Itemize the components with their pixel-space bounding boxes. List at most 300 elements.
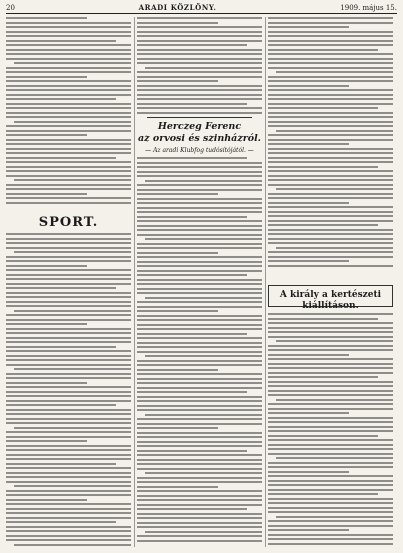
text-line (137, 306, 262, 308)
text-line (6, 458, 131, 460)
text-block (268, 313, 393, 547)
text-line (137, 459, 262, 461)
text-line (6, 404, 116, 406)
text-line (6, 535, 131, 537)
text-line (137, 481, 262, 483)
article-title-line2: az orvosi és szinházról. (138, 133, 261, 144)
text-line (268, 62, 393, 64)
text-line (137, 315, 262, 317)
text-line (268, 53, 393, 55)
text-line (137, 283, 262, 285)
text-line (6, 373, 131, 375)
text-line (6, 431, 131, 433)
text-line (6, 116, 131, 118)
text-line (137, 373, 262, 375)
exhibition-headline: A király a kertészeti kiállításon. (279, 290, 382, 311)
text-line (268, 345, 393, 347)
text-line (6, 143, 131, 145)
text-line (268, 363, 393, 365)
text-line (137, 166, 262, 168)
text-line (268, 475, 393, 477)
text-line (268, 94, 393, 96)
text-line (268, 385, 393, 387)
text-line (6, 58, 131, 60)
text-line (6, 161, 131, 163)
text-line (6, 476, 131, 478)
text-line (268, 206, 393, 208)
text-line (14, 427, 131, 429)
text-line (6, 175, 131, 177)
text-line (145, 531, 262, 533)
text-line (137, 409, 262, 411)
text-line (268, 493, 378, 495)
text-line (6, 247, 131, 249)
text-line (268, 112, 393, 114)
text-line (268, 498, 393, 500)
text-line (137, 171, 262, 173)
text-line (137, 396, 262, 398)
text-line (268, 143, 349, 145)
text-line (6, 287, 116, 289)
text-line (137, 80, 218, 82)
text-line (137, 391, 247, 393)
text-line (14, 62, 131, 64)
text-line (6, 152, 131, 154)
columns-area (6, 17, 397, 547)
text-line (6, 386, 131, 388)
text-line (268, 35, 393, 37)
text-line (6, 440, 87, 442)
text-line (137, 292, 262, 294)
text-line (268, 484, 393, 486)
text-line (137, 189, 262, 191)
text-line (14, 121, 131, 123)
text-line (6, 184, 131, 186)
text-line (268, 148, 393, 150)
article-subtitle: — Az aradi Klubfog tudósítójától. — (145, 147, 254, 154)
text-line (137, 279, 262, 281)
text-line (268, 103, 393, 105)
text-line (14, 310, 131, 312)
text-line (6, 103, 131, 105)
text-line (137, 387, 262, 389)
text-line (6, 364, 131, 366)
text-line (268, 435, 378, 437)
text-line (6, 463, 116, 465)
text-line (268, 229, 393, 231)
text-line (268, 511, 393, 513)
text-line (137, 364, 262, 366)
text-line (137, 378, 262, 380)
text-line (6, 67, 131, 69)
text-line (6, 490, 131, 492)
text-line (6, 332, 131, 334)
text-line (137, 382, 262, 384)
text-line (137, 49, 262, 51)
text-line (268, 197, 393, 199)
text-line (268, 313, 393, 315)
column-1 (6, 17, 131, 547)
text-line (6, 382, 87, 384)
text-line (137, 324, 262, 326)
text-line (268, 202, 349, 204)
text-line (6, 346, 116, 348)
text-line (276, 130, 393, 132)
text-line (137, 328, 262, 330)
text-line (137, 247, 262, 249)
text-line (14, 251, 131, 253)
text-line (137, 216, 247, 218)
text-line (145, 414, 262, 416)
text-line (137, 40, 262, 42)
text-line (6, 233, 131, 235)
text-line (268, 251, 393, 253)
text-line (268, 426, 393, 428)
text-line (137, 26, 262, 28)
text-line (6, 305, 131, 307)
text-line (137, 175, 262, 177)
text-line (268, 538, 393, 540)
text-line (6, 112, 131, 114)
text-line (6, 467, 131, 469)
text-line (268, 381, 393, 383)
text-line (137, 62, 262, 64)
text-line (268, 376, 378, 378)
text-line (6, 359, 131, 361)
text-line (268, 85, 349, 87)
text-line (276, 340, 393, 342)
text-line (268, 265, 393, 267)
text-line (137, 477, 262, 479)
text-line (6, 377, 131, 379)
text-line (6, 148, 131, 150)
text-line (6, 418, 131, 420)
text-line (137, 454, 262, 456)
column-2 (137, 17, 262, 547)
text-line (137, 333, 247, 335)
text-line (137, 53, 262, 55)
text-line (6, 31, 131, 33)
text-line (268, 466, 393, 468)
text-block (137, 17, 262, 116)
text-line (6, 350, 131, 352)
text-line (137, 162, 262, 164)
text-line (137, 522, 262, 524)
text-line (137, 486, 218, 488)
text-line (268, 76, 393, 78)
text-line (6, 44, 131, 46)
text-line (6, 269, 131, 271)
text-line (6, 454, 131, 456)
text-line (268, 336, 393, 338)
page-header (6, 4, 397, 14)
text-line (137, 211, 262, 213)
text-line (268, 40, 393, 42)
text-line (268, 170, 393, 172)
text-line (137, 22, 218, 24)
text-line (268, 139, 393, 141)
text-line (137, 202, 262, 204)
text-line (276, 457, 393, 459)
text-line (137, 193, 218, 195)
text-line (268, 152, 393, 154)
article-title-line1: Herczeg Ferenc (157, 121, 242, 132)
text-line (6, 341, 131, 343)
text-line (268, 403, 393, 405)
text-line (6, 107, 131, 109)
text-line (268, 322, 393, 324)
text-line (268, 318, 378, 320)
text-line (268, 327, 393, 329)
text-line (6, 278, 131, 280)
text-line (6, 197, 131, 199)
text-line (268, 49, 378, 51)
text-line (137, 490, 262, 492)
text-line (268, 44, 393, 46)
text-line (6, 53, 131, 55)
text-line (268, 215, 393, 217)
column-divider (134, 17, 135, 547)
text-line (145, 297, 262, 299)
text-line (137, 513, 262, 515)
text-line (268, 543, 393, 545)
text-line (276, 247, 393, 249)
text-line (6, 94, 131, 96)
text-block (268, 17, 393, 269)
text-line (6, 526, 131, 528)
text-block (6, 233, 131, 547)
text-line (268, 462, 393, 464)
text-line (268, 534, 393, 536)
text-line (268, 502, 393, 504)
text-line (137, 252, 218, 254)
text-line (137, 319, 262, 321)
page-number: 20 (6, 4, 15, 12)
text-line (6, 323, 87, 325)
text-line (6, 40, 116, 42)
text-line (6, 508, 131, 510)
text-line (6, 512, 131, 514)
text-line (268, 489, 393, 491)
text-line (268, 260, 349, 262)
text-line (6, 436, 131, 438)
text-line (6, 238, 131, 240)
text-line (6, 328, 131, 330)
text-line (6, 449, 131, 451)
text-line (268, 349, 393, 351)
text-line (137, 337, 262, 339)
text-line (137, 499, 262, 501)
text-line (137, 360, 262, 362)
text-line (276, 188, 393, 190)
text-line (6, 494, 131, 496)
text-line (268, 367, 393, 369)
issue-date: 1909. május 15. (340, 4, 397, 12)
text-line (137, 85, 262, 87)
text-line (6, 49, 131, 51)
text-line (137, 468, 262, 470)
text-line (137, 405, 262, 407)
text-line (6, 170, 131, 172)
text-line (6, 26, 131, 28)
text-line (268, 224, 378, 226)
text-line (137, 103, 247, 105)
text-line (6, 499, 87, 501)
text-line (137, 423, 262, 425)
text-line (268, 430, 393, 432)
text-line (145, 355, 262, 357)
text-line (268, 26, 349, 28)
text-line (268, 58, 393, 60)
text-line (268, 242, 393, 244)
text-line (14, 485, 131, 487)
text-line (137, 261, 262, 263)
text-line (268, 125, 393, 127)
text-line (268, 439, 393, 441)
text-line (137, 107, 262, 109)
text-line (268, 529, 349, 531)
text-line (6, 130, 131, 132)
text-line (145, 238, 262, 240)
text-line (276, 399, 393, 401)
text-line (268, 331, 393, 333)
text-line (268, 134, 393, 136)
text-line (137, 157, 247, 159)
text-line (268, 31, 393, 33)
text-line (137, 346, 262, 348)
text-line (268, 116, 393, 118)
text-line (14, 179, 131, 181)
text-line (137, 265, 262, 267)
text-line (6, 80, 131, 82)
text-line (137, 504, 262, 506)
text-line (14, 544, 131, 546)
text-line (6, 481, 131, 483)
text-line (137, 256, 262, 258)
text-line (268, 193, 393, 195)
text-line (268, 211, 393, 213)
text-line (268, 107, 378, 109)
text-line (268, 390, 393, 392)
text-line (137, 76, 262, 78)
text-line (14, 368, 131, 370)
text-line (6, 35, 131, 37)
text-line (268, 67, 393, 69)
text-line (6, 89, 131, 91)
text-line (137, 535, 262, 537)
text-line (268, 507, 393, 509)
text-line (137, 44, 247, 46)
text-line (137, 427, 218, 429)
text-line (268, 358, 393, 360)
text-line (6, 17, 87, 19)
text-line (137, 58, 262, 60)
text-line (6, 22, 131, 24)
text-line (137, 441, 262, 443)
text-line (6, 134, 87, 136)
text-line (145, 472, 262, 474)
text-line (276, 71, 393, 73)
text-block (137, 157, 262, 544)
text-line (268, 480, 393, 482)
text-line (137, 270, 262, 272)
separator-rule (147, 117, 252, 118)
text-line (268, 394, 393, 396)
text-line (268, 157, 393, 159)
text-line (268, 354, 349, 356)
text-line (137, 220, 262, 222)
text-line (268, 161, 393, 163)
text-line (137, 463, 262, 465)
text-line (6, 517, 131, 519)
text-line (268, 121, 393, 123)
text-line (137, 225, 262, 227)
text-line (6, 391, 131, 393)
text-line (137, 526, 262, 528)
text-line (268, 256, 393, 258)
text-line (6, 422, 131, 424)
text-line (137, 35, 262, 37)
text-line (6, 355, 131, 357)
text-line (268, 233, 393, 235)
text-line (137, 342, 262, 344)
text-line (268, 175, 393, 177)
text-line (268, 220, 393, 222)
text-line (268, 80, 393, 82)
column-3 (268, 17, 393, 547)
text-line (137, 495, 262, 497)
text-line (6, 539, 131, 541)
text-line (6, 337, 131, 339)
text-block (6, 17, 131, 206)
section-heading-sport: SPORT. (38, 215, 99, 230)
text-line (6, 260, 131, 262)
text-line (6, 503, 131, 505)
text-line (6, 292, 131, 294)
text-line (137, 229, 262, 231)
text-line (137, 418, 262, 420)
text-line (137, 445, 262, 447)
text-line (137, 243, 262, 245)
text-line (137, 207, 262, 209)
text-line (6, 283, 131, 285)
text-line (137, 517, 262, 519)
text-line (137, 351, 262, 353)
text-line (268, 417, 393, 419)
text-line (137, 301, 262, 303)
text-line (268, 166, 378, 168)
text-line (6, 71, 131, 73)
text-line (6, 193, 87, 195)
text-line (137, 400, 262, 402)
text-line (6, 166, 131, 168)
text-line (268, 238, 393, 240)
text-line (268, 520, 393, 522)
text-line (6, 242, 131, 244)
text-line (6, 409, 131, 411)
text-line (268, 89, 393, 91)
text-line (137, 540, 262, 542)
text-line (268, 448, 393, 450)
text-line (276, 516, 393, 518)
text-line (6, 85, 131, 87)
text-line (268, 22, 393, 24)
text-line (137, 184, 262, 186)
text-line (145, 67, 262, 69)
text-line (268, 408, 393, 410)
text-line (268, 98, 393, 100)
text-line (6, 274, 131, 276)
